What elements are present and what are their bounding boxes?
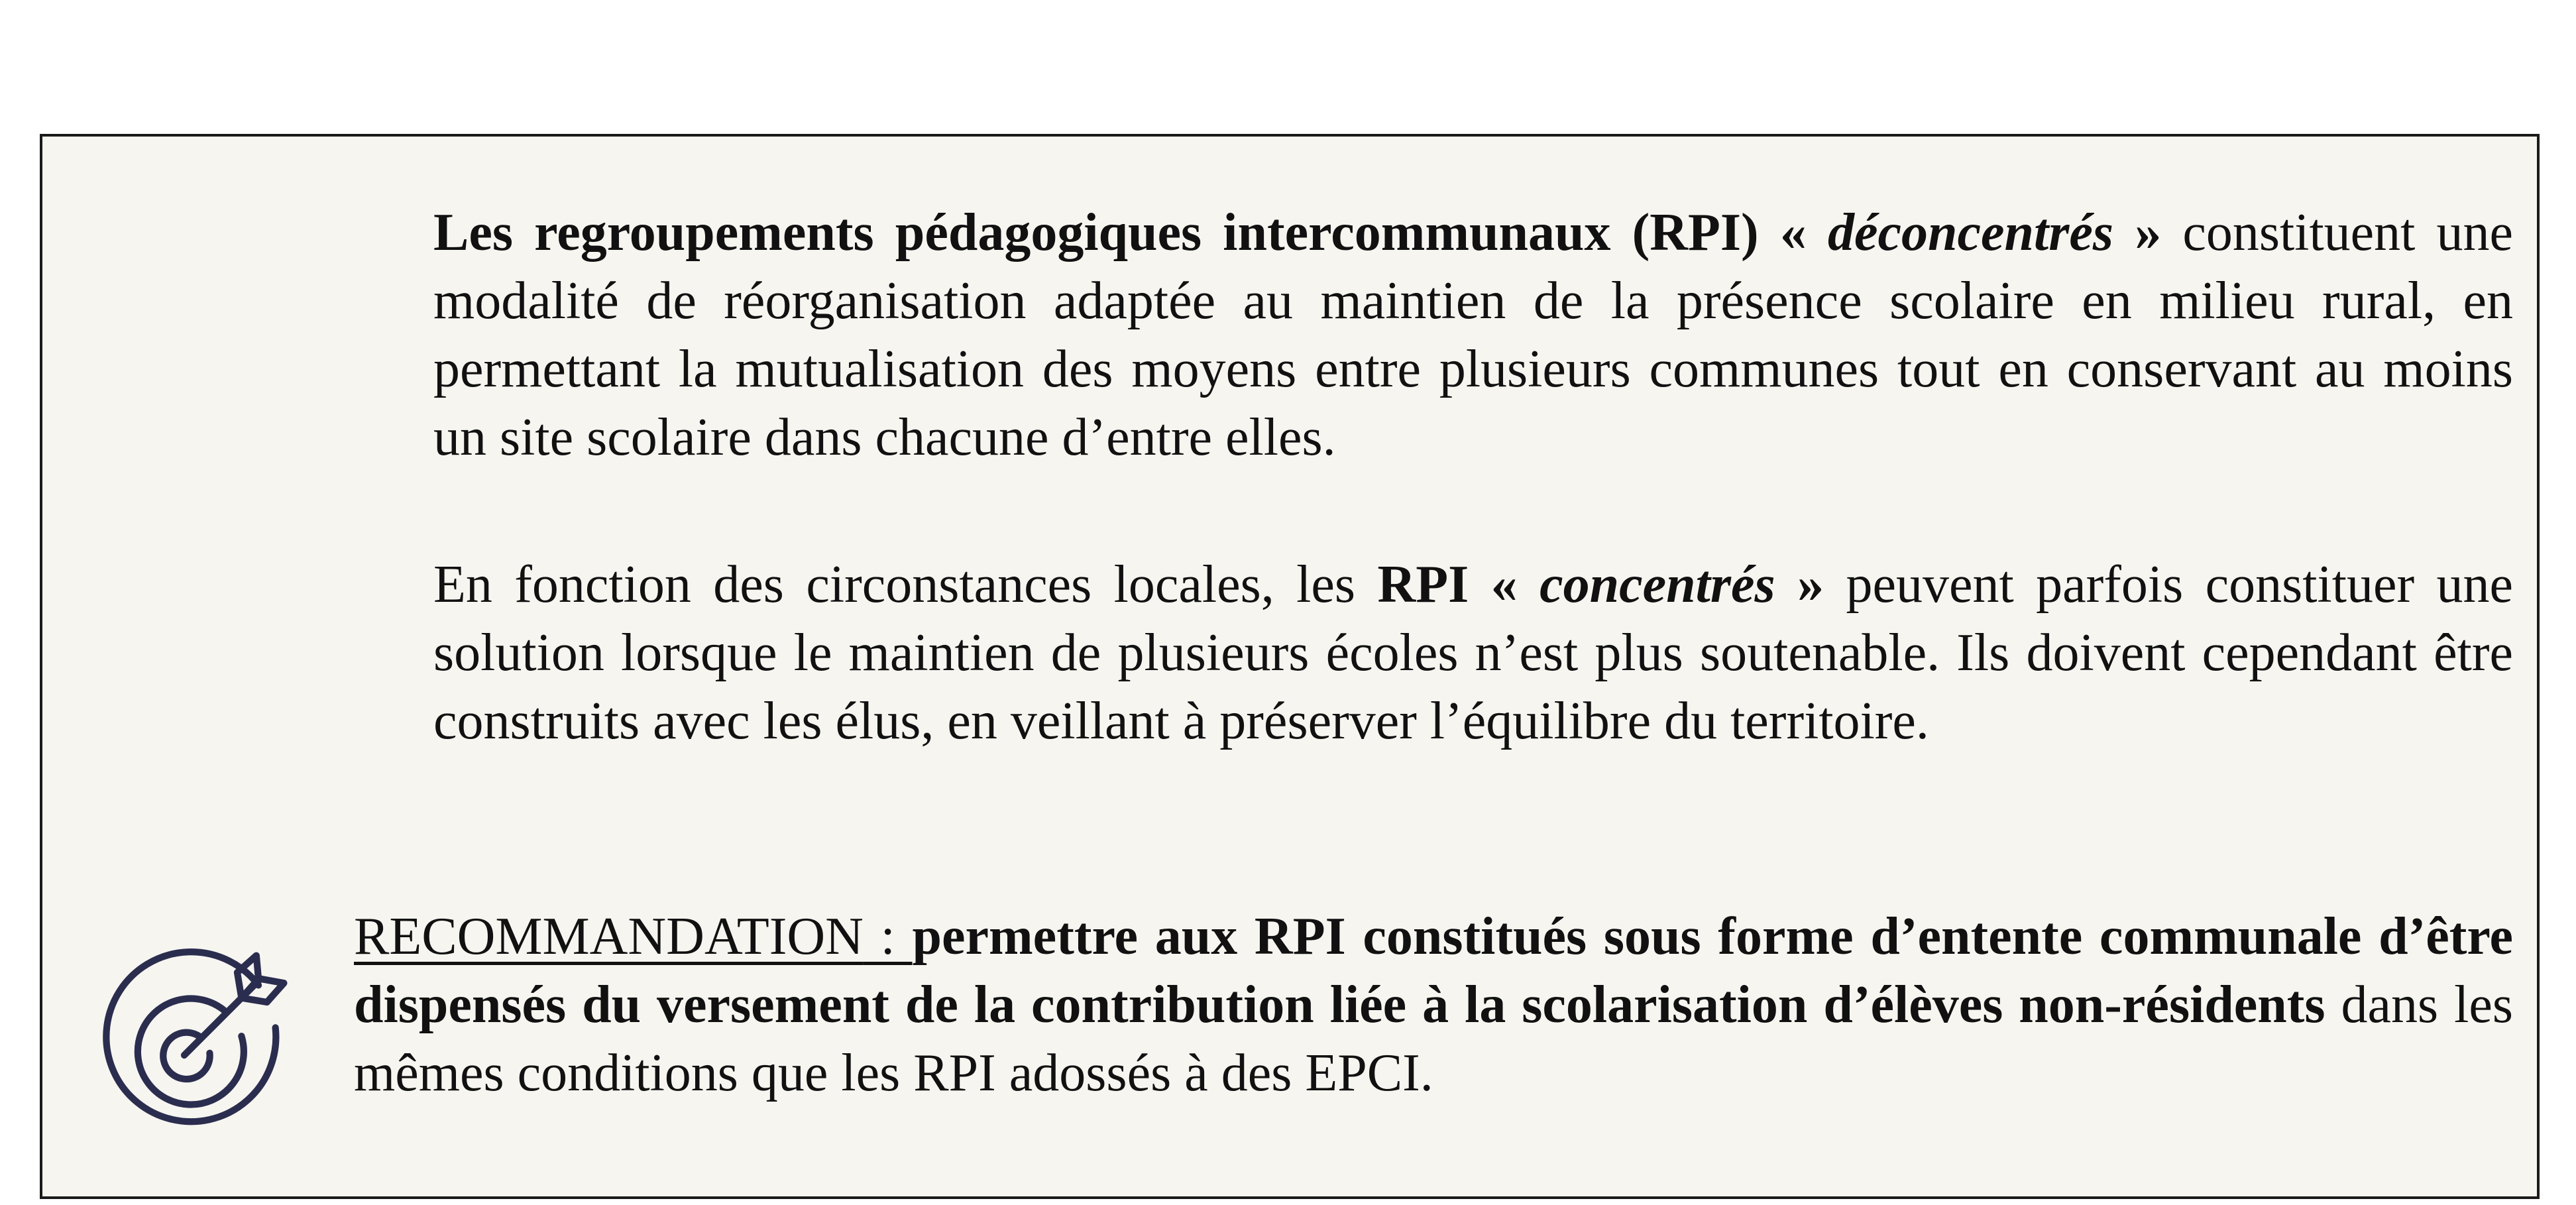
paragraph1-quote-close: » [2135, 203, 2162, 262]
recommendation-box [40, 134, 2540, 1199]
paragraph2-italic-term: concentrés [1540, 555, 1775, 614]
paragraph1-quote-open: « [1779, 203, 1807, 262]
recommendation-label: RECOMMANDATION [354, 907, 864, 966]
paragraph-rpi-concentres [433, 551, 2513, 756]
paragraph1-rest: constituent une modalité de réorganisation adaptée au maintien de la présence scolaire en milieu rural, en permettant la mutualisation des moyens entre plusieurs communes tout en conservant au moins un site scolaire dans chacune d’entre elles. [433, 203, 2514, 467]
paragraph2-quote-open: « [1490, 555, 1518, 614]
recommendation-rest: dans les mêmes conditions que les RPI adossés à des EPCI. [354, 976, 2514, 1102]
recommendation-separator: : [863, 907, 913, 966]
target-icon [89, 939, 301, 1151]
paragraph1-italic-term: déconcentrés [1828, 203, 2114, 262]
recommendation-text [354, 903, 2513, 1108]
paragraph2-quote-close: » [1797, 555, 1824, 614]
paragraph1-bold-lead: Les regroupements pédagogiques intercommunaux (RPI) [433, 203, 1759, 262]
recommendation-bold-text: permettre aux RPI constitués sous forme d’entente communale d’être dispensés du versement de la contribution liée à la scolarisation d’élèves non-résidents [354, 907, 2513, 1034]
paragraph2-rest: peuvent parfois constituer une solution lorsque le maintien de plusieurs écoles n’est plus soutenable. Ils doivent cependant être construits avec les élus, en veillant à préserver l’équilibre du territoire. [433, 555, 2514, 750]
paragraph-rpi-deconcentres [433, 199, 2513, 472]
paragraph2-lead: En fonction des circonstances locales, les [433, 555, 1356, 614]
paragraph2-bold-rpi: RPI [1377, 555, 1469, 614]
